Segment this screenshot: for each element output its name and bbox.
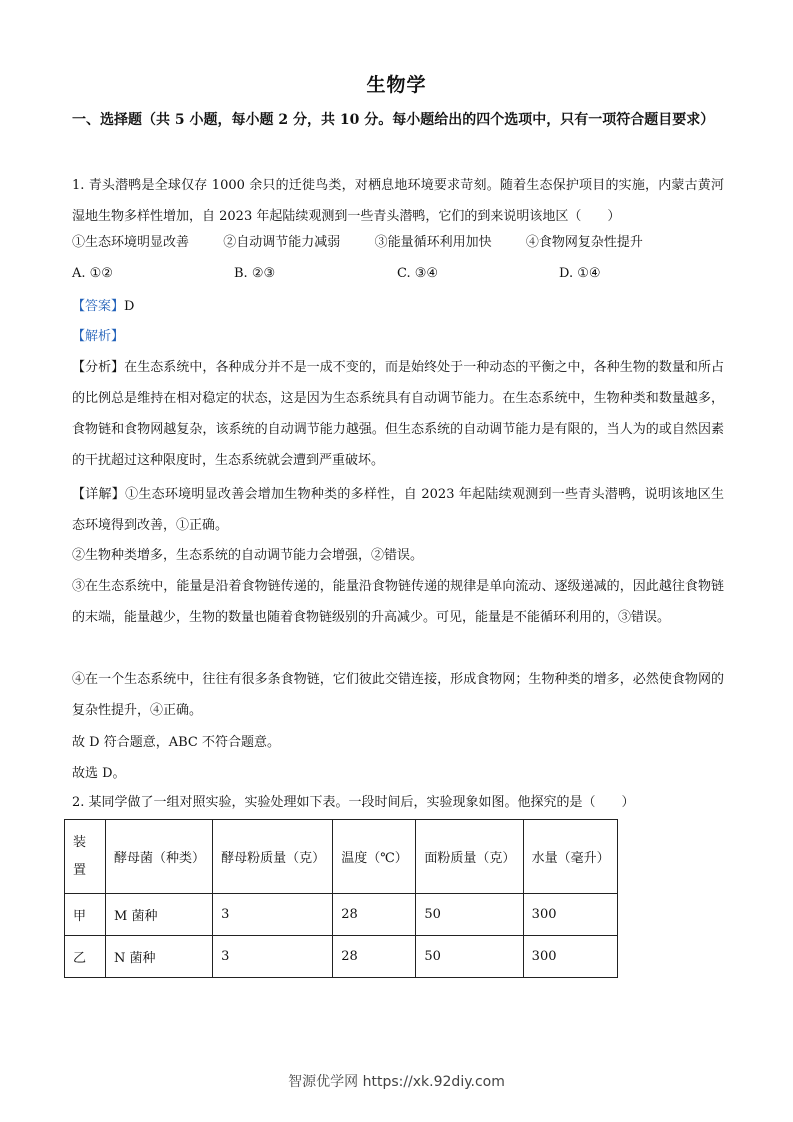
table-row	[65, 936, 618, 978]
detail-1: 【详解】①生态环境明显改善会增加生物种类的多样性，自 2023 年起陆续观测到一些青头潜鸭，说明该地区生态环境得到改善，①正确。	[72, 487, 724, 533]
question-1-stem: 1. 青头潜鸭是全球仅存 1000 余只的迁徙鸟类，对栖息地环境要求苛刻。随着生态保护项目的实施，内蒙古黄河湿地生物多样性增加，自 2023 年起陆续观测到一些青头潜鸭，它们的到来说明该地区（ ）	[72, 178, 724, 224]
table-cell: 50	[416, 894, 523, 936]
answer-line	[72, 296, 134, 318]
header-cell: 温度（℃）	[333, 820, 416, 894]
page-title: 生物学	[366, 74, 427, 96]
table-cell: 300	[523, 894, 617, 936]
statement-2: ②自动调节能力减弱	[223, 235, 341, 250]
statement-3: ③能量循环利用加快	[374, 235, 492, 250]
conclusion-text: 故 D 符合题意，ABC 不符合题意。	[72, 735, 280, 750]
header-cell: 面粉质量（克）	[416, 820, 523, 894]
header-cell	[65, 820, 106, 894]
table-cell: 3	[213, 936, 333, 978]
experiment-table	[64, 819, 618, 978]
answer-value: D	[124, 299, 135, 314]
analysis-label: 【解析】	[72, 329, 125, 344]
detail-2: ②生物种类增多，生态系统的自动调节能力会增强，②错误。	[72, 548, 424, 563]
table-cell: 28	[333, 894, 416, 936]
table-cell: M 菌种	[106, 894, 213, 936]
analysis-text: 【分析】在生态系统中，各种成分并不是一成不变的，而是始终处于一种动态的平衡之中，各种生物的数量和所占的比例总是维持在相对稳定的状态，这是因为生态系统具有自动调节能力。在生态系统中，生物种类和数量越多，食物链和食物网越复杂，该系统的自动调节能力越强。但生态系统的自动调节能力是有限的，当人为的或自然因素的干扰超过这种限度时，生态系统就会遭到严重破坏。	[72, 360, 724, 468]
statement-1: ①生态环境明显改善	[72, 235, 190, 250]
question-1-statements	[72, 232, 643, 254]
statement-4: ④食物网复杂性提升	[525, 235, 643, 250]
option-a: A. ①②	[72, 266, 113, 281]
header-cell: 酵母粉质量（克）	[213, 820, 333, 894]
table-cell: 300	[523, 936, 617, 978]
header-cell: 酵母菌（种类）	[106, 820, 213, 894]
table-cell: 3	[213, 894, 333, 936]
table-cell: N 菌种	[106, 936, 213, 978]
table-cell: 甲	[65, 894, 106, 936]
table-cell: 乙	[65, 936, 106, 978]
header-cell: 水量（毫升）	[523, 820, 617, 894]
table-cell: 28	[333, 936, 416, 978]
option-c: C. ③④	[397, 266, 439, 281]
table-cell: 50	[416, 936, 523, 978]
table-header-row	[65, 820, 618, 894]
section-heading: 一、选择题（共 5 小题，每小题 2 分，共 10 分。每小题给出的四个选项中，只有一项符合题目要求）	[72, 112, 715, 128]
detail-4: ④在一个生态系统中，往往有很多条食物链，它们彼此交错连接，形成食物网；生物种类的增多，必然使食物网的复杂性提升，④正确。	[72, 672, 724, 718]
table-row	[65, 894, 618, 936]
answer-label: 【答案】	[72, 299, 125, 314]
header-apparatus: 装置	[73, 834, 87, 878]
final-answer-text: 故选 D。	[72, 766, 126, 781]
detail-3: ③在生态系统中，能量是沿着食物链传递的，能量沿食物链传递的规律是单向流动、逐级递减的，因此越往食物链的末端，能量越少，生物的数量也随着食物链级别的升高减少。可见，能量是不能循环利用的，③错误。	[72, 579, 724, 625]
footer-watermark: 智源优学网 https://xk.92diy.com	[288, 1074, 505, 1090]
option-b: B. ②③	[234, 266, 276, 281]
option-d: D. ①④	[559, 266, 601, 281]
question-2-stem: 2. 某同学做了一组对照实验，实验处理如下表。一段时间后，实验现象如图。他探究的是（ ）	[72, 795, 635, 810]
